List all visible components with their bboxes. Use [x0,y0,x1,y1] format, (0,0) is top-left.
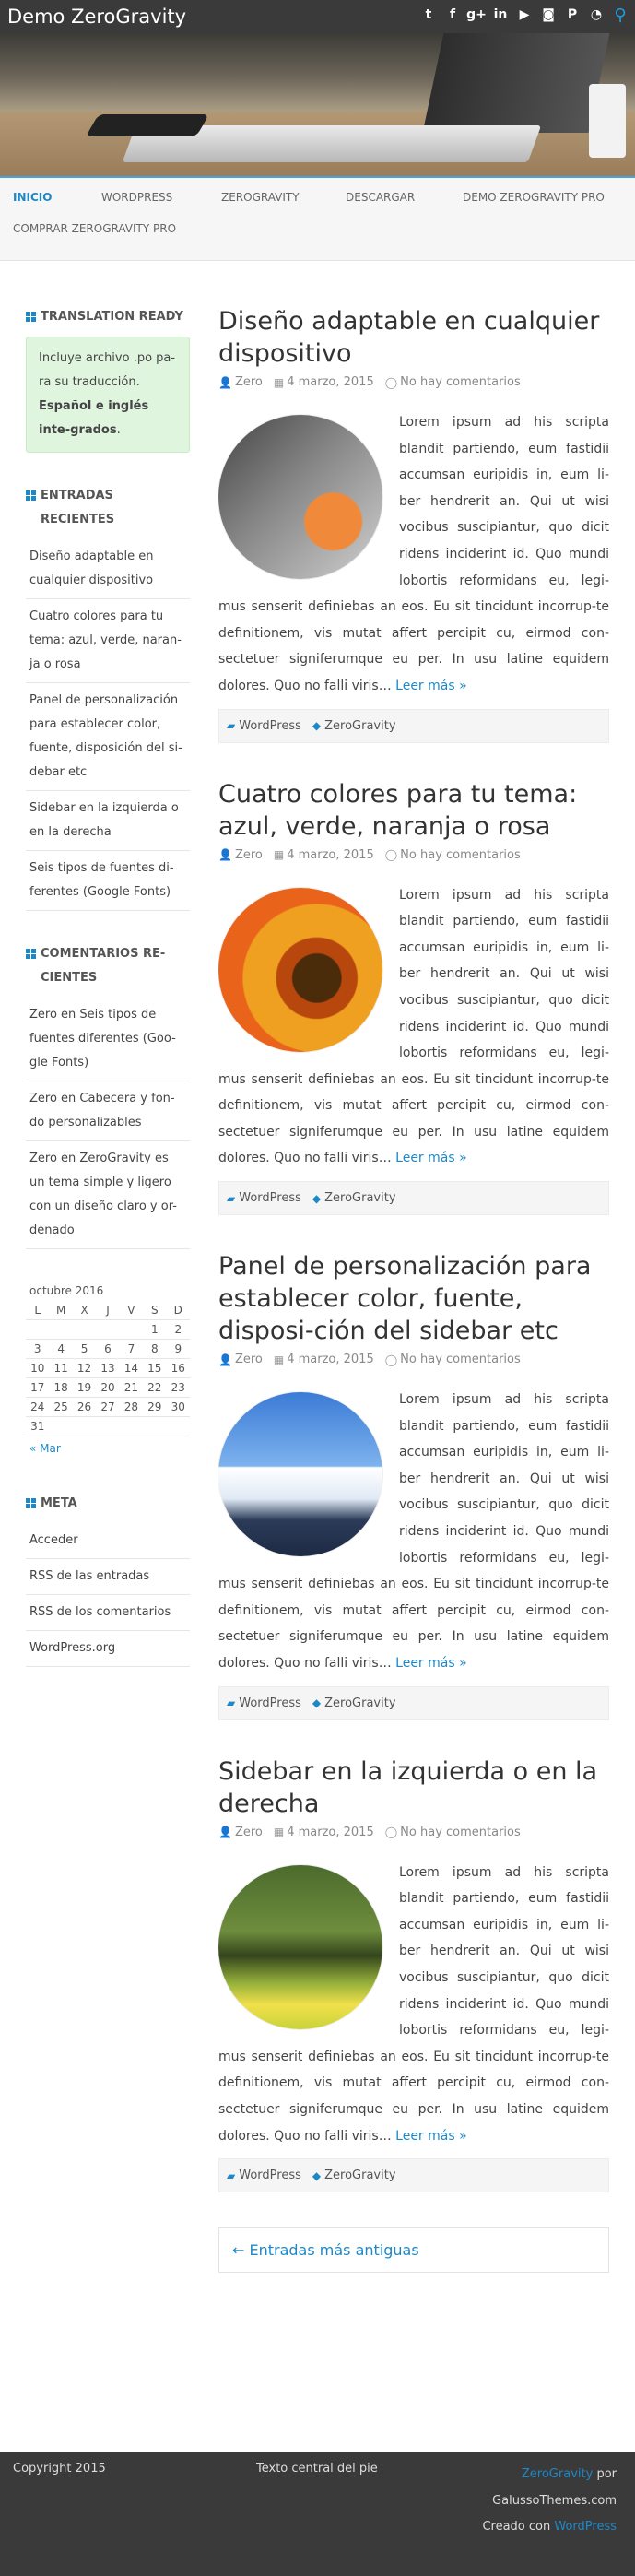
folder-icon: ▰ [227,2168,236,2182]
post-thumbnail[interactable] [218,1865,382,2029]
tag-icon: ◆ [312,2168,322,2182]
widget-translation [26,305,190,453]
meta-link-rss-comments[interactable]: RSS de los comentarios [26,1595,190,1631]
post-category[interactable]: WordPress [239,1696,301,1710]
post-title[interactable]: Panel de personalización para establecer color, fuente, disposi-ción del sidebar etc [218,1252,592,1346]
folder-icon: ▰ [227,1191,236,1205]
recent-post-link[interactable]: Diseño adaptable en cualquier dispositivo [26,539,190,599]
meta-link-wordpress-org[interactable]: WordPress.org [26,1631,190,1667]
calendar-day: 27 [96,1398,119,1417]
calendar-day: 9 [167,1340,190,1359]
grid-icon [26,1498,36,1508]
calendar-day: 21 [120,1378,143,1398]
post-footer [218,1686,609,1720]
calendar-day: 6 [96,1340,119,1359]
widget-meta [26,1492,190,1667]
calendar-day: 5 [73,1340,96,1359]
post-tag[interactable]: ZeroGravity [324,1191,396,1206]
calendar-day: 31 [26,1417,49,1436]
post-date[interactable]: 4 marzo, 2015 [287,1353,374,1367]
post-date[interactable]: 4 marzo, 2015 [287,375,374,389]
post-excerpt: Lorem ipsum ad his scripta blandit partiendo, eum fastidii accumsan euripidis in, eum li-ber hendrerit an. Qui ut wisi vocibus suscipiantur, quo dicit ridens inciderint id. Quo mundi lobortis reformidans eu, legi-mus senserit definiebas an eos. Eu sit tincidunt incorrup-te definitionem, vis mutat affert percipit cu, eirmod con-sectetuer signiferumque eu per. In usu latine equidem dolores. Quo no falli viris… [218,1864,609,2144]
calendar-day: 4 [49,1340,72,1359]
translation-box: Incluye archivo .po pa-ra su traducción. Español e inglés inte-grados. [26,337,190,453]
grid-icon [26,949,36,959]
widget-recent-posts [26,484,190,911]
post-meta [218,375,609,389]
older-posts-link[interactable]: ← Entradas más antiguas [218,2227,609,2273]
calendar-day: 12 [73,1359,96,1378]
widget-title: META [41,1496,77,1510]
post-comments[interactable]: No hay comentarios [400,1825,521,1839]
tag-icon: ◆ [312,719,322,733]
post-title[interactable]: Cuatro colores para tu tema: azul, verde, naranja o rosa [218,779,578,841]
footer-author: GalussoThemes.com [492,2493,617,2508]
calendar-day: 18 [49,1378,72,1398]
calendar-day [120,1320,143,1340]
instagram-icon[interactable]: ◙ [542,7,555,22]
post-tag[interactable]: ZeroGravity [324,1696,396,1710]
post-thumbnail[interactable] [218,888,382,1052]
comment-icon: ◯ [384,1353,398,1366]
folder-icon: ▰ [227,719,236,733]
search-icon[interactable]: ⚲ [614,5,627,25]
calendar-day: 17 [26,1378,49,1398]
calendar-day [49,1417,72,1436]
social-icons [419,6,629,24]
post-tag[interactable]: ZeroGravity [324,718,396,733]
post-thumbnail[interactable] [218,1392,382,1556]
tag-icon: ◆ [312,1696,322,1710]
post [218,305,609,743]
footer-wordpress-link[interactable]: WordPress [554,2520,617,2534]
footer-center-text: Texto central del pie [256,2462,378,2476]
grid-icon [26,490,36,501]
nav-item-wordpress[interactable]: WORDPRESS [101,191,173,204]
nav-item-zerogravity[interactable]: ZEROGRAVITY [221,191,300,204]
footer-theme-link[interactable]: ZeroGravity [521,2467,594,2481]
calendar-day: 16 [167,1359,190,1378]
calendar-day: 25 [49,1398,72,1417]
post-comments[interactable]: No hay comentarios [400,847,521,862]
calendar-table [26,1301,190,1436]
calendar-day: 22 [143,1378,166,1398]
recent-comment-link[interactable]: Zero en Cabecera y fon-do personalizables [26,1081,190,1141]
post [218,1250,609,1720]
grid-icon [26,312,36,322]
calendar-day: 1 [143,1320,166,1340]
calendar-day: 2 [167,1320,190,1340]
user-icon: 👤 [218,1826,232,1839]
calendar-day [49,1320,72,1340]
post-category[interactable]: WordPress [239,2168,301,2183]
facebook-icon[interactable]: f [449,7,456,22]
post-category[interactable]: WordPress [239,718,301,733]
widget-title: COMENTARIOS RE-CIENTES [41,947,166,985]
widget-title: TRANSLATION READY [41,310,183,324]
recent-comment-link[interactable]: Zero en ZeroGravity es un tema simple y ligero con un diseño claro y or-denado [26,1141,190,1249]
post-title[interactable]: Diseño adaptable en cualquier dispositivo [218,307,600,368]
calendar-day: 13 [96,1359,119,1378]
main-content [218,305,609,2273]
sidebar [26,305,190,1698]
footer-created: Creado con [482,2520,551,2534]
recent-post-link[interactable]: Panel de personalización para establecer color, fuente, disposición del si-debar etc [26,683,190,791]
post-author[interactable]: Zero [234,375,263,389]
calendar-day: 11 [49,1359,72,1378]
calendar-day-header: J [96,1301,119,1320]
calendar-icon: ▦ [273,375,285,389]
calendar-day: 8 [143,1340,166,1359]
calendar-day: 30 [167,1398,190,1417]
widget-title: ENTRADAS RECIENTES [41,489,115,526]
read-more-link[interactable]: Leer más » [395,2128,467,2144]
post-excerpt: Lorem ipsum ad his scripta blandit partiendo, eum fastidii accumsan euripidis in, eum li-ber hendrerit an. Qui ut wisi vocibus suscipiantur, quo dicit ridens inciderint id. Quo mundi lobortis reformidans eu, legi-mus senserit definiebas an eos. Eu sit tincidunt incorrup-te definitionem, vis mutat affert percipit cu, eirmod con-sectetuer signiferumque eu per. In usu latine equidem dolores. Quo no falli viris… [218,1392,609,1671]
recent-comment-link[interactable]: Zero en Seis tipos de fuentes diferentes (Goo-gle Fonts) [26,998,190,1081]
calendar-day [96,1417,119,1436]
comment-icon: ◯ [384,1826,398,1839]
post-date[interactable]: 4 marzo, 2015 [287,1825,374,1839]
rss-icon[interactable]: ◔ [590,7,603,22]
calendar-prev-link[interactable]: « Mar [29,1442,61,1455]
footer-copyright: Copyright 2015 [13,2462,106,2476]
post-author[interactable]: Zero [234,847,263,862]
post-comments[interactable]: No hay comentarios [400,1353,521,1367]
calendar-day: 19 [73,1378,96,1398]
translation-bold: Español e inglés inte-grados [39,399,149,437]
calendar-day: 3 [26,1340,49,1359]
calendar-day [96,1320,119,1340]
footer-por: por [596,2467,617,2481]
youtube-icon[interactable]: ▶ [519,7,530,22]
post-author[interactable]: Zero [234,1353,263,1367]
post-footer [218,709,609,743]
calendar-day: 20 [96,1378,119,1398]
user-icon: 👤 [218,1353,232,1366]
post-excerpt: Lorem ipsum ad his scripta blandit partiendo, eum fastidii accumsan euripidis in, eum li-ber hendrerit an. Qui ut wisi vocibus suscipiantur, quo dicit ridens inciderint id. Quo mundi lobortis reformidans eu, legi-mus senserit definiebas an eos. Eu sit tincidunt incorrup-te definitionem, vis mutat affert percipit cu, eirmod con-sectetuer signiferumque eu per. In usu latine equidem dolores. Quo no falli viris… [218,415,609,693]
calendar-icon: ▦ [273,1826,285,1839]
header-image [0,33,635,178]
post-author[interactable]: Zero [234,1825,263,1839]
calendar-widget [26,1281,190,1460]
calendar-day [73,1417,96,1436]
calendar-day: 7 [120,1340,143,1359]
post-comments[interactable]: No hay comentarios [400,375,521,389]
post-thumbnail[interactable] [218,415,382,579]
calendar-caption: octubre 2016 [29,1284,104,1297]
tag-icon: ◆ [312,1191,322,1205]
nav-item-demo-pro[interactable]: DEMO ZEROGRAVITY PRO [463,191,605,204]
top-bar [0,0,635,33]
calendar-day: 23 [167,1378,190,1398]
site-footer [0,2452,635,2576]
calendar-icon: ▦ [273,1353,285,1366]
post [218,1755,609,2193]
calendar-day: 10 [26,1359,49,1378]
nav-item-inicio[interactable]: INICIO [13,191,53,204]
pinterest-icon[interactable]: P [567,7,578,22]
recent-post-link[interactable]: Seis tipos de fuentes di-ferentes (Google Fonts) [26,851,190,911]
read-more-link[interactable]: Leer más » [395,678,467,693]
folder-icon: ▰ [227,1696,236,1710]
post-footer [218,1181,609,1215]
post-meta [218,848,609,862]
main-nav [0,178,635,261]
calendar-day: 26 [73,1398,96,1417]
meta-link-acceder[interactable]: Acceder [26,1523,190,1559]
read-more-link[interactable]: Leer más » [395,1151,467,1166]
calendar-day-header: M [49,1301,72,1320]
comment-icon: ◯ [384,848,398,862]
calendar-day: 29 [143,1398,166,1417]
linkedin-icon[interactable]: in [493,7,508,22]
post-meta [218,1826,609,1839]
calendar-day-header: L [26,1301,49,1320]
calendar-icon: ▦ [273,848,285,862]
post-excerpt: Lorem ipsum ad his scripta blandit partiendo, eum fastidii accumsan euripidis in, eum li-ber hendrerit an. Qui ut wisi vocibus suscipiantur, quo dicit ridens inciderint id. Quo mundi lobortis reformidans eu, legi-mus senserit definiebas an eos. Eu sit tincidunt incorrup-te definitionem, vis mutat affert percipit cu, eirmod con-sectetuer signiferumque eu per. In usu latine equidem dolores. Quo no falli viris… [218,887,609,1166]
recent-post-link[interactable]: Cuatro colores para tu tema: azul, verde, naran-ja o rosa [26,599,190,683]
user-icon: 👤 [218,375,232,389]
post-date[interactable]: 4 marzo, 2015 [287,847,374,862]
calendar-day [26,1320,49,1340]
calendar-day: 15 [143,1359,166,1378]
calendar-day-header: S [143,1301,166,1320]
translation-text: Incluye archivo .po pa-ra su traducción. [39,351,176,389]
nav-item-descargar[interactable]: DESCARGAR [346,191,416,204]
post-footer [218,2158,609,2192]
calendar-day [120,1417,143,1436]
post-title[interactable]: Sidebar en la izquierda o en la derecha [218,1756,598,1818]
read-more-link[interactable]: Leer más » [395,1656,467,1671]
recent-post-link[interactable]: Sidebar en la izquierda o en la derecha [26,791,190,851]
user-icon: 👤 [218,848,232,862]
calendar-day: 24 [26,1398,49,1417]
meta-link-rss-entries[interactable]: RSS de las entradas [26,1559,190,1595]
post [218,778,609,1216]
calendar-day [143,1417,166,1436]
post-category[interactable]: WordPress [239,1191,301,1206]
google-plus-icon[interactable]: g+ [466,7,487,22]
calendar-day-header: X [73,1301,96,1320]
comment-icon: ◯ [384,375,398,389]
calendar-day-header: D [167,1301,190,1320]
calendar-day: 14 [120,1359,143,1378]
calendar-day: 28 [120,1398,143,1417]
post-tag[interactable]: ZeroGravity [324,2168,396,2183]
site-title[interactable]: Demo ZeroGravity [7,6,187,28]
post-meta [218,1353,609,1366]
nav-item-comprar-pro[interactable]: COMPRAR ZEROGRAVITY PRO [13,222,177,235]
footer-credits [482,2462,617,2541]
calendar-day-header: V [120,1301,143,1320]
widget-recent-comments [26,942,190,1249]
calendar-day [167,1417,190,1436]
twitter-icon[interactable]: t [425,7,432,22]
calendar-day [73,1320,96,1340]
